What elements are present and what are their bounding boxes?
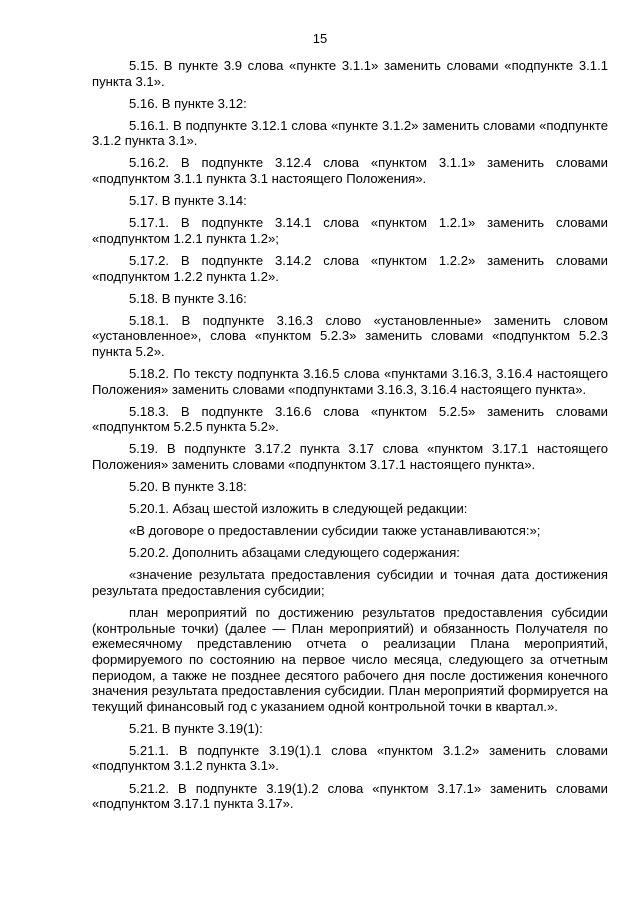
paragraph: 5.16. В пункте 3.12: (129, 95, 247, 111)
paragraph: 5.20.1. Абзац шестой изложить в следующей редакции: (129, 501, 468, 517)
document-body (92, 58, 608, 818)
paragraph: 5.20. В пункте 3.18: (129, 479, 247, 495)
paragraph: 5.16.2. В подпункте 3.12.4 слова «пунктом 3.1.1» заменить словами «подпунктом 3.1.1 пункта 3.1 настоящего Положения». (92, 155, 608, 187)
paragraph: 5.21. В пункте 3.19(1): (129, 720, 263, 736)
paragraph: 5.16.1. В подпункте 3.12.1 слова «пункте 3.1.2» заменить словами «подпункте 3.1.2 пункта 3.1». (92, 117, 608, 149)
page-number: 15 (312, 31, 328, 46)
paragraph: 5.15. В пункте 3.9 слова «пункте 3.1.1» заменить словами «подпункте 3.1.1 пункта 3.1». (92, 58, 608, 89)
paragraph: 5.17.1. В подпункте 3.14.1 слова «пунктом 1.2.1» заменить словами «подпунктом 1.2.1 пункта 1.2»; (92, 215, 608, 246)
paragraph: 5.18.2. По тексту подпункта 3.16.5 слова «пунктами 3.16.3, 3.16.4 настоящего Положения» заменить словами «подпунктами 3.16.3, 3.16.4 настоящего пункта». (92, 366, 608, 397)
paragraph: «В договоре о предоставлении субсидии также устанавливаются:»; (129, 523, 541, 539)
paragraph: 5.21.1. В подпункте 3.19(1).1 слова «пунктом 3.1.2» заменить словами «подпунктом 3.1.2 пункта 3.1». (92, 742, 608, 774)
paragraph: 5.17. В пункте 3.14: (129, 193, 247, 209)
paragraph: план мероприятий по достижению результатов предоставления субсидии (контрольные точки) (далее — План мероприятий) и обязанность Получателя по ежемесячному представлению отчета о реализации Плана мероприятий, формируемого по состоянию на первое число месяца, следующего за отчетным периодом, а также не позднее десятого рабочего дня после достижения конечного значения результата предоставления субсидии. План мероприятий формируется на текущий финансовый год с указанием одной контрольной точки в квартал.». (92, 605, 608, 714)
paragraph: 5.18.1. В подпункте 3.16.3 слово «установленные» заменить словом «установленное», слова «пунктом 5.2.3» заменить словами «подпунктом 5.2.3 пункта 5.2». (92, 312, 608, 359)
paragraph: 5.18. В пункте 3.16: (129, 290, 247, 306)
paragraph: 5.21.2. В подпункте 3.19(1).2 слова «пунктом 3.17.1» заменить словами «подпунктом 3.17.1 пункта 3.17». (92, 780, 608, 812)
paragraph: 5.19. В подпункте 3.17.2 пункта 3.17 слова «пунктом 3.17.1 настоящего Положения» заменить словами «подпунктом 3.17.1 настоящего пункта». (92, 441, 608, 472)
paragraph: «значение результата предоставления субсидии и точная дата достижения результата предоставления субсидии; (92, 567, 608, 599)
paragraph: 5.20.2. Дополнить абзацами следующего содержания: (129, 545, 460, 561)
paragraph: 5.17.2. В подпункте 3.14.2 слова «пунктом 1.2.2» заменить словами «подпунктом 1.2.2 пункта 1.2». (92, 252, 608, 284)
paragraph: 5.18.3. В подпункте 3.16.6 слова «пунктом 5.2.5» заменить словами «подпунктом 5.2.5 пункта 5.2». (92, 403, 608, 435)
